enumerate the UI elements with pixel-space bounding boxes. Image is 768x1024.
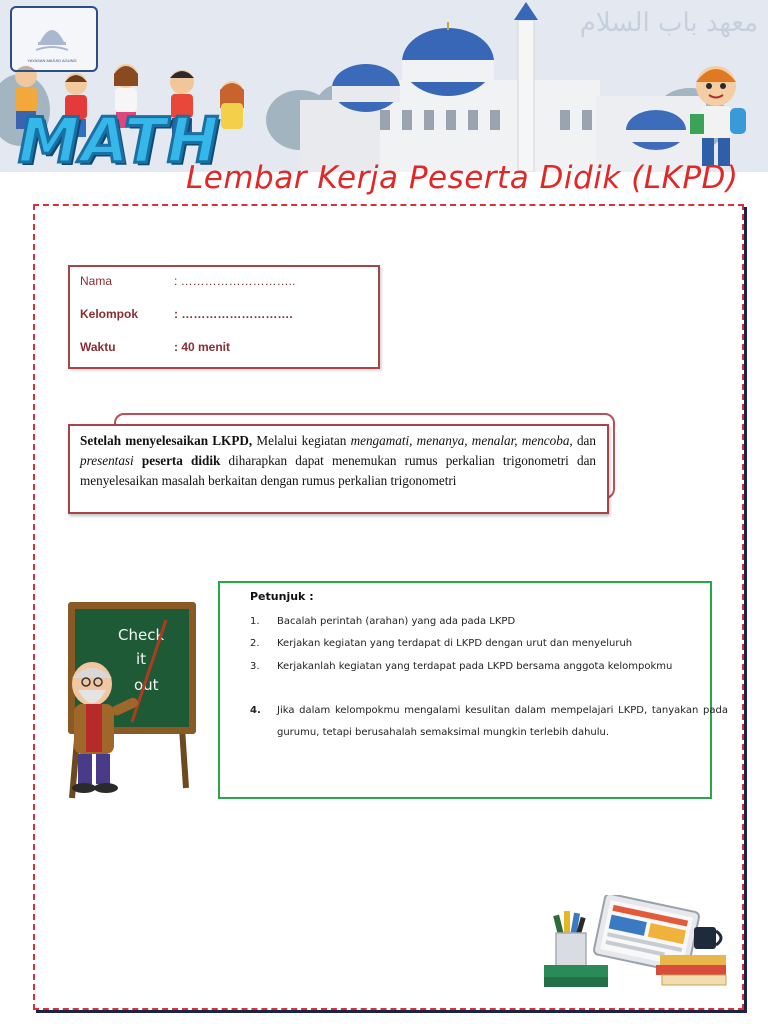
logo-caption: YAYASAN MASJID AGUNG (27, 58, 77, 63)
teacher-chalkboard-illustration (58, 598, 208, 800)
goal-bold-students: peserta didik (141, 453, 221, 468)
goal-bold-intro: Setelah menyelesaikan LKPD, (80, 433, 253, 448)
chalkboard-text-1: Check (118, 626, 165, 644)
goal-text-and: dan (572, 433, 596, 448)
identity-label: Nama (80, 274, 113, 288)
instruction-text: Kerjakanlah kegiatan yang terdapat pada LKPD bersama anggota kelompokmu (277, 661, 673, 672)
identity-value[interactable]: : ………………………. (174, 307, 293, 321)
goal-italic-presentation: presentasi (80, 453, 134, 468)
stationery-illustration (540, 895, 730, 989)
learning-goal-box (68, 424, 609, 514)
goal-text-rest: diharapkan dapat menemukan rumus perkalian trigonometri dan menyelesaikan masalah berkaitan dengan rumus perkalian trigonometri (80, 453, 597, 488)
identity-value[interactable]: : ……………………….. (174, 274, 296, 288)
instructions-box (218, 581, 728, 799)
identity-label: Kelompok (80, 307, 139, 321)
instruction-number: 3. (250, 661, 260, 672)
mug-icon (694, 927, 721, 949)
instruction-number: 4. (250, 705, 261, 716)
page-title: Lembar Kerja Peserta Didik (LKPD) (186, 160, 739, 196)
instruction-number: 1. (250, 616, 260, 627)
instruction-text: Jika dalam kelompokmu mengalami kesulitan dalam mempelajari LKPD, tanyakan pada gurumu, tetapi berusahalah semaksimal mungkin terlebih dahulu. (277, 705, 728, 738)
identity-box (68, 265, 380, 369)
chalkboard-text-2: it (136, 650, 147, 668)
instruction-number: 2. (250, 638, 260, 649)
instruction-text: Kerjakan kegiatan yang terdapat di LKPD dengan urut dan menyeluruh (277, 638, 633, 649)
goal-text-1: Melalui kegiatan (252, 433, 351, 448)
header-banner (0, 0, 768, 172)
math-logo-text: MATH (18, 104, 220, 172)
arabic-calligraphy: معهد باب السلام (579, 8, 758, 38)
instructions-title: Petunjuk : (250, 590, 314, 603)
learning-goal-text (80, 431, 596, 491)
chalkboard-text-3: out (134, 676, 159, 694)
identity-label: Waktu (80, 340, 116, 354)
instruction-text: Bacalah perintah (arahan) yang ada pada LKPD (277, 616, 516, 627)
identity-value: : 40 menit (174, 340, 231, 354)
pencil-cup-icon (553, 911, 586, 967)
goal-text-space (134, 453, 142, 468)
goal-italic-activities: mengamati, menanya, menalar, mencoba, (350, 433, 573, 448)
